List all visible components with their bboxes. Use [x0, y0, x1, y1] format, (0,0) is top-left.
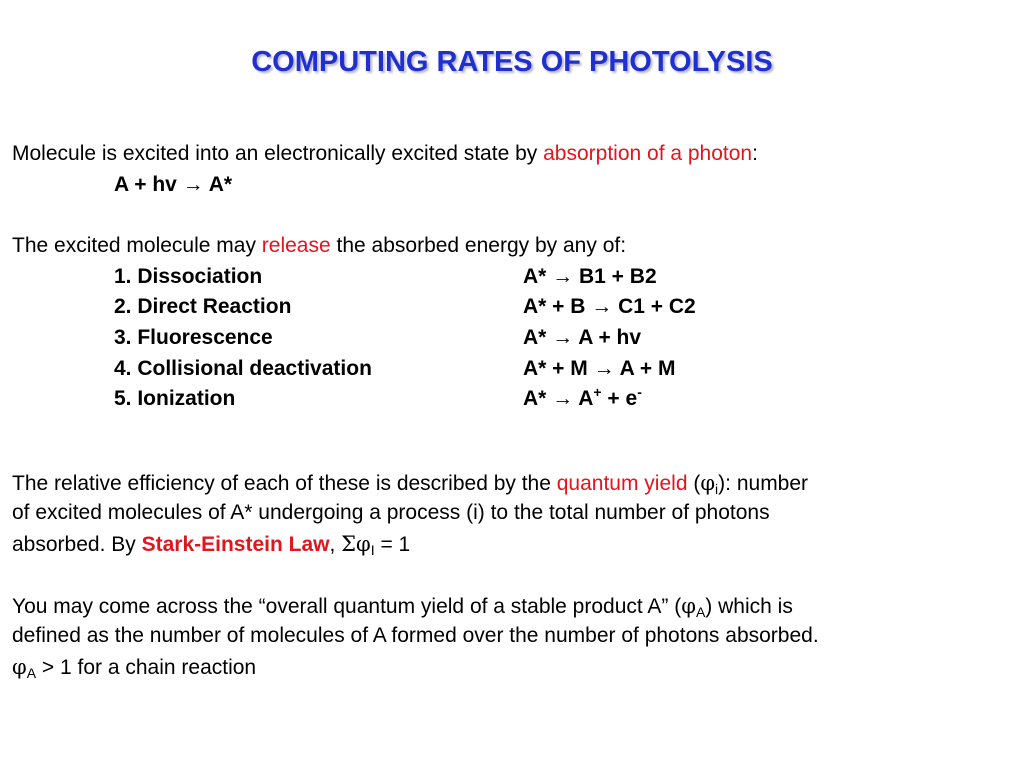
ionization-plus-sup: +: [593, 384, 602, 400]
absorption-highlight: absorption of a photon: [543, 142, 753, 165]
phi-symbol: φ: [700, 471, 716, 495]
release-text-a: The excited molecule may: [12, 234, 262, 257]
excitation-reaction: A + hv → A*: [114, 173, 233, 196]
process-eq-direct-reaction: A* + B → C1 + C2: [523, 295, 696, 318]
phi-sub-I: I: [370, 542, 375, 558]
qy-open-paren: (: [687, 472, 701, 495]
slide-title: COMPUTING RATES OF PHOTOLYSIS: [251, 46, 773, 78]
overall-yield-line-3: [12, 654, 256, 681]
sigma-symbol: Σ: [341, 532, 357, 556]
qy-end: ): number: [718, 472, 809, 495]
phi-sub-A-chain: A: [26, 665, 37, 681]
overall-yield-line-1: [12, 593, 793, 620]
phi-sub-A: A: [695, 604, 706, 620]
se-equals-one: = 1: [374, 533, 411, 556]
process-label-collisional: 4. Collisional deactivation: [114, 357, 372, 380]
chain-reaction-text: > 1 for a chain reaction: [36, 656, 257, 679]
release-text-b: the absorbed energy by any of:: [330, 234, 627, 257]
quantum-yield-line-3: [12, 531, 410, 558]
process-label-direct-reaction: 2. Direct Reaction: [114, 295, 292, 318]
process-eq-fluorescence: A* → A + hv: [523, 326, 642, 349]
stark-einstein-highlight: Stark-Einstein Law: [141, 533, 330, 556]
quantum-yield-line-2: of excited molecules of A* undergoing a process (i) to the total number of photons: [12, 501, 770, 524]
oy-text: You may come across the “overall quantum yield of a stable product A” (: [12, 595, 682, 618]
process-label-dissociation: 1. Dissociation: [114, 265, 263, 288]
intro-line: [12, 141, 758, 167]
phi-symbol-chain: φ: [12, 655, 27, 679]
ionization-minus-sup: -: [637, 384, 642, 400]
qy-text: The relative efficiency of each of these is described by the: [12, 472, 557, 495]
release-line: [12, 233, 626, 259]
release-highlight: release: [261, 234, 331, 257]
process-label-fluorescence: 3. Fluorescence: [114, 326, 273, 349]
quantum-yield-highlight: quantum yield: [556, 472, 688, 495]
ionization-eq-part-a: A* → A: [523, 387, 594, 410]
se-text: absorbed. By: [12, 533, 142, 556]
intro-colon: :: [752, 142, 758, 165]
process-label-ionization: 5. Ionization: [114, 387, 236, 410]
phi-symbol-overall: φ: [681, 594, 696, 618]
ionization-eq-part-b: + e: [601, 387, 638, 410]
intro-text: Molecule is excited into an electronically excited state by: [12, 142, 544, 165]
process-eq-collisional: A* + M → A + M: [523, 357, 676, 380]
oy-end: ) which is: [705, 595, 793, 618]
se-comma: ,: [329, 533, 342, 556]
process-eq-ionization: [523, 386, 642, 412]
overall-yield-line-2: defined as the number of molecules of A formed over the number of photons absorbed.: [12, 624, 819, 647]
quantum-yield-line-1: [12, 470, 808, 497]
process-eq-dissociation: A* → B1 + B2: [523, 265, 657, 288]
phi-sub-i: i: [715, 481, 719, 497]
phi-symbol-sum: φ: [356, 532, 371, 556]
